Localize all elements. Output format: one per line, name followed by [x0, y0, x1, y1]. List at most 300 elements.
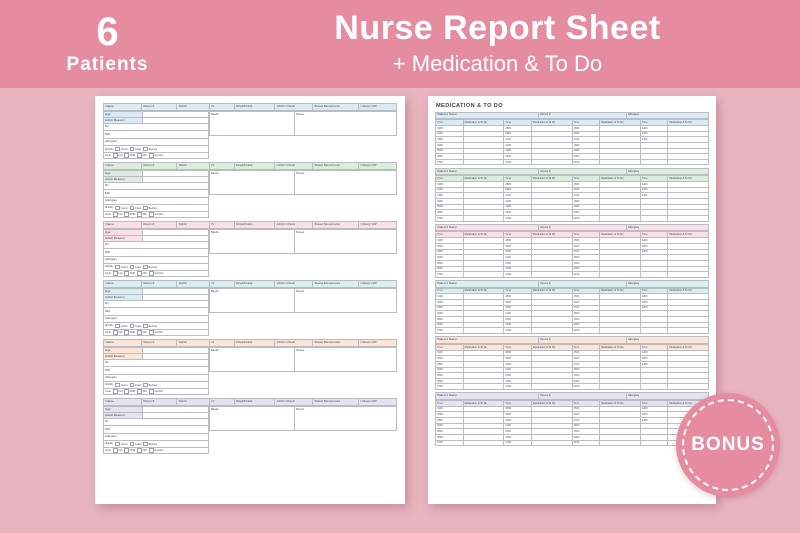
todo-cell[interactable]: [463, 384, 504, 390]
mobility-option[interactable]: Bedrest: [143, 383, 157, 388]
checkbox-icon[interactable]: [149, 212, 154, 217]
medication-patient-header: [435, 280, 709, 288]
code-option[interactable]: Full: [113, 389, 122, 394]
field-dx-label[interactable]: Dx: [104, 300, 209, 307]
medication-row: [436, 215, 709, 221]
patient-name-field[interactable]: Patient's Name: [436, 168, 539, 175]
allergies-field[interactable]: Allergies: [626, 337, 708, 344]
field-md-label[interactable]: MD: [104, 308, 209, 315]
time-cell: [640, 159, 668, 165]
notes-area[interactable]: Notes: [295, 348, 397, 372]
col-todo-header: Medication & To Do: [531, 120, 572, 126]
code-option[interactable]: DNR: [124, 212, 135, 217]
code-option[interactable]: Full: [113, 448, 122, 453]
time-cell: 0400: [436, 255, 464, 261]
checkbox-icon[interactable]: [143, 265, 148, 270]
time-cell: 1100: [504, 423, 532, 429]
todo-cell[interactable]: [531, 440, 572, 446]
col-todo-header: Medication & To Do: [600, 400, 641, 406]
col-todo-header: Medication & To Do: [668, 120, 709, 126]
time-cell: 2300: [640, 243, 668, 249]
time-cell: 1900: [572, 429, 600, 435]
checkbox-icon[interactable]: [115, 442, 120, 447]
col-time-header: Time: [572, 344, 600, 350]
time-cell: 0400: [436, 367, 464, 373]
col-time-header: Time: [572, 176, 600, 182]
checkbox-icon[interactable]: [124, 389, 129, 394]
time-cell: 2300: [640, 412, 668, 418]
time-cell: 1600: [572, 300, 600, 306]
todo-cell[interactable]: [531, 328, 572, 334]
code-option[interactable]: Comfort: [149, 212, 163, 217]
code-option[interactable]: DNR: [124, 330, 135, 335]
time-cell: 1000: [504, 137, 532, 143]
time-cell: 0800: [504, 238, 532, 244]
time-cell: 1300: [504, 434, 532, 440]
patient-block: [103, 162, 397, 218]
patient-name-field[interactable]: Patient's Name: [436, 337, 539, 344]
checkbox-icon[interactable]: [143, 442, 148, 447]
patient-name-field[interactable]: Patient's Name: [436, 112, 539, 119]
time-cell: 1700: [572, 249, 600, 255]
code-option[interactable]: DNR: [124, 448, 135, 453]
mobility-option[interactable]: Assist: [115, 265, 127, 270]
patient-meds-notes-table: [209, 111, 397, 136]
code-option[interactable]: Full: [113, 153, 122, 158]
code-option[interactable]: DNR: [124, 271, 135, 276]
notes-area[interactable]: Notes: [295, 112, 397, 136]
checkbox-icon[interactable]: [115, 147, 120, 152]
checkbox-icon[interactable]: [115, 324, 120, 329]
col-todo-header: Medication & To Do: [531, 232, 572, 238]
field-urinary-label: Urinary O/P: [359, 398, 397, 405]
field-drips-label: Drips/Fluids: [234, 162, 275, 169]
todo-cell[interactable]: [463, 440, 504, 446]
room-field[interactable]: Room #: [539, 224, 626, 231]
notes-area[interactable]: Notes: [295, 171, 397, 195]
medication-row: [436, 159, 709, 165]
allergies-field[interactable]: Allergies: [626, 112, 708, 119]
todo-cell[interactable]: [463, 328, 504, 334]
checkbox-icon[interactable]: [143, 206, 148, 211]
code-option[interactable]: DNI: [137, 153, 147, 158]
time-cell: 1000: [504, 361, 532, 367]
col-time-header: Time: [640, 344, 668, 350]
time-cell: 1500: [572, 125, 600, 131]
time-cell: 0300: [436, 193, 464, 199]
checkbox-icon[interactable]: [115, 206, 120, 211]
time-cell: 1700: [572, 137, 600, 143]
allergies-field[interactable]: Allergies: [626, 224, 708, 231]
meds-area[interactable]: Meds: [209, 348, 294, 372]
patient-count-label: Patients: [66, 54, 149, 75]
time-cell: 1200: [504, 373, 532, 379]
time-cell: 1100: [504, 367, 532, 373]
field-allergies-label[interactable]: Allergies: [104, 138, 209, 145]
todo-cell[interactable]: [531, 384, 572, 390]
checkbox-icon[interactable]: [113, 271, 118, 276]
notes-area[interactable]: Notes: [295, 407, 397, 431]
checkbox-icon[interactable]: [113, 330, 118, 335]
allergies-field[interactable]: Allergies: [626, 393, 708, 400]
checkbox-icon[interactable]: [113, 212, 118, 217]
patient-meds-notes-table: [209, 347, 397, 372]
todo-cell[interactable]: [668, 328, 709, 334]
todo-cell[interactable]: [463, 159, 504, 165]
field-md-label[interactable]: MD: [104, 190, 209, 197]
mobility-option[interactable]: Assist: [115, 324, 127, 329]
room-field[interactable]: Room #: [539, 168, 626, 175]
col-time-header: Time: [640, 288, 668, 294]
field-accu-label: ACCU Check: [275, 280, 313, 287]
checkbox-icon[interactable]: [137, 389, 142, 394]
code-option[interactable]: DNI: [137, 212, 147, 217]
time-cell: 2300: [640, 131, 668, 137]
field-spo2-label: SpO2: [177, 104, 210, 111]
col-todo-header: Medication & To Do: [600, 176, 641, 182]
checkbox-icon[interactable]: [113, 448, 118, 453]
checkbox-icon[interactable]: [137, 271, 142, 276]
time-cell: 1900: [572, 204, 600, 210]
time-cell: 2000: [572, 266, 600, 272]
checkbox-icon[interactable]: [143, 383, 148, 388]
field-iv-label: IV: [209, 221, 234, 228]
mobility-option[interactable]: Assist: [115, 442, 127, 447]
time-cell: 0300: [436, 249, 464, 255]
time-cell: 1400: [504, 215, 532, 221]
patient-meds-notes-table: [209, 288, 397, 313]
medication-row: [436, 384, 709, 390]
time-cell: 0600: [436, 434, 464, 440]
field-code[interactable]: Code Full DNR DNI Comfort: [104, 270, 209, 277]
time-cell: 1100: [504, 311, 532, 317]
code-option[interactable]: Comfort: [149, 389, 163, 394]
mobility-option[interactable]: Bedrest: [143, 442, 157, 447]
code-option[interactable]: Full: [113, 271, 122, 276]
checkbox-icon[interactable]: [137, 212, 142, 217]
field-md-label[interactable]: MD: [104, 131, 209, 138]
field-md-label[interactable]: MD: [104, 426, 209, 433]
code-option[interactable]: Full: [113, 212, 122, 217]
col-time-header: Time: [640, 232, 668, 238]
field-name-label: Name: [104, 280, 142, 287]
field-dx-label[interactable]: Dx: [104, 359, 209, 366]
checkbox-icon[interactable]: [130, 324, 135, 329]
field-mobility[interactable]: Mobility Assist Indep Bedrest: [104, 441, 209, 448]
medication-block: [435, 392, 709, 446]
field-code[interactable]: Code Full DNR DNI Comfort: [104, 152, 209, 159]
time-cell: 1800: [572, 367, 600, 373]
time-cell: 0400: [436, 142, 464, 148]
time-cell: 0200: [436, 187, 464, 193]
field-bowel-label: Bowel Movements: [313, 339, 359, 346]
todo-cell[interactable]: [600, 440, 641, 446]
time-cell: 1500: [572, 238, 600, 244]
field-code[interactable]: Code Full DNR DNI Comfort: [104, 329, 209, 336]
code-option[interactable]: Comfort: [149, 330, 163, 335]
todo-cell[interactable]: [463, 215, 504, 221]
checkbox-icon[interactable]: [113, 389, 118, 394]
col-time-header: Time: [504, 344, 532, 350]
field-spo2-label: SpO2: [177, 398, 210, 405]
checkbox-icon[interactable]: [143, 324, 148, 329]
time-cell: 0600: [436, 154, 464, 160]
checkbox-icon[interactable]: [130, 383, 135, 388]
todo-cell[interactable]: [600, 328, 641, 334]
time-cell: 1000: [504, 249, 532, 255]
field-urinary-label: Urinary O/P: [359, 221, 397, 228]
col-time-header: Time: [572, 232, 600, 238]
field-age-label: Age: [104, 230, 143, 236]
meds-area[interactable]: Meds: [209, 230, 294, 254]
field-dx-label[interactable]: Dx: [104, 124, 209, 131]
patient-meds-notes-table: [209, 406, 397, 431]
time-cell: 2100: [572, 159, 600, 165]
patient-name-field[interactable]: Patient's Name: [436, 393, 539, 400]
time-cell: 2300: [640, 300, 668, 306]
mobility-option[interactable]: Assist: [115, 383, 127, 388]
todo-cell[interactable]: [600, 215, 641, 221]
time-cell: 2200: [640, 294, 668, 300]
field-mobility[interactable]: Mobility Assist Indep Bedrest: [104, 146, 209, 153]
field-code[interactable]: Code Full DNR DNI Comfort: [104, 447, 209, 454]
field-allergies-label[interactable]: Allergies: [104, 374, 209, 381]
checkbox-icon[interactable]: [124, 153, 129, 158]
code-option[interactable]: DNI: [137, 271, 147, 276]
time-cell: 1500: [572, 182, 600, 188]
field-code[interactable]: Code Full DNR DNI Comfort: [104, 388, 209, 395]
col-todo-header: Medication & To Do: [668, 344, 709, 350]
field-bowel-label: Bowel Movements: [313, 280, 359, 287]
room-field[interactable]: Room #: [539, 112, 626, 119]
code-option[interactable]: DNI: [137, 389, 147, 394]
time-cell: 2000: [572, 210, 600, 216]
checkbox-icon[interactable]: [115, 383, 120, 388]
time-cell: 1300: [504, 154, 532, 160]
time-cell: 0100: [436, 350, 464, 356]
time-cell: 0500: [436, 204, 464, 210]
time-cell: 2000: [572, 154, 600, 160]
notes-area[interactable]: Notes: [295, 289, 397, 313]
field-name-label: Name: [104, 398, 142, 405]
mobility-option[interactable]: Indep: [130, 265, 142, 270]
allergies-field[interactable]: Allergies: [626, 280, 708, 287]
todo-cell[interactable]: [531, 272, 572, 278]
time-cell: 0700: [436, 328, 464, 334]
field-iv-label: IV: [209, 104, 234, 111]
patient-info-table: [103, 170, 209, 218]
todo-cell[interactable]: [668, 272, 709, 278]
checkbox-icon[interactable]: [130, 206, 135, 211]
time-cell: [640, 328, 668, 334]
col-todo-header: Medication & To Do: [600, 120, 641, 126]
room-field[interactable]: Room #: [539, 393, 626, 400]
code-option[interactable]: DNI: [137, 330, 147, 335]
mobility-option[interactable]: Bedrest: [143, 265, 157, 270]
code-option[interactable]: DNR: [124, 153, 135, 158]
field-md-label[interactable]: MD: [104, 249, 209, 256]
field-name-label: Name: [104, 162, 142, 169]
time-cell: 0600: [436, 210, 464, 216]
time-cell: 2400: [640, 361, 668, 367]
time-cell: 0800: [504, 406, 532, 412]
field-allergies-label[interactable]: Allergies: [104, 315, 209, 322]
checkbox-icon[interactable]: [124, 330, 129, 335]
mobility-option[interactable]: Bedrest: [143, 147, 157, 152]
patient-name-field[interactable]: Patient's Name: [436, 224, 539, 231]
time-cell: 0300: [436, 137, 464, 143]
meds-area[interactable]: Meds: [209, 112, 294, 136]
time-cell: 0300: [436, 361, 464, 367]
room-field[interactable]: Room #: [539, 337, 626, 344]
field-mobility[interactable]: Mobility Assist Indep Bedrest: [104, 323, 209, 330]
field-md-label[interactable]: MD: [104, 367, 209, 374]
col-todo-header: Medication & To Do: [668, 288, 709, 294]
allergies-field[interactable]: Allergies: [626, 168, 708, 175]
todo-cell[interactable]: [668, 384, 709, 390]
patient-header-table: [103, 280, 397, 288]
code-option[interactable]: Comfort: [149, 448, 163, 453]
todo-cell[interactable]: [668, 215, 709, 221]
mobility-option[interactable]: Indep: [130, 324, 142, 329]
mobility-option[interactable]: Assist: [115, 147, 127, 152]
medication-block: [435, 168, 709, 222]
code-option[interactable]: Comfort: [149, 153, 163, 158]
todo-cell[interactable]: [531, 159, 572, 165]
checkbox-icon[interactable]: [130, 265, 135, 270]
time-cell: [640, 272, 668, 278]
time-cell: 2200: [640, 238, 668, 244]
field-mobility[interactable]: Mobility Assist Indep Bedrest: [104, 205, 209, 212]
checkbox-icon[interactable]: [149, 389, 154, 394]
patient-info-table: [103, 229, 209, 277]
checkbox-icon[interactable]: [149, 271, 154, 276]
checkbox-icon[interactable]: [115, 265, 120, 270]
mobility-option[interactable]: Assist: [115, 206, 127, 211]
meds-area[interactable]: Meds: [209, 407, 294, 431]
checkbox-icon[interactable]: [130, 442, 135, 447]
field-mobility[interactable]: Mobility Assist Indep Bedrest: [104, 382, 209, 389]
meds-area[interactable]: Meds: [209, 289, 294, 313]
checkbox-icon[interactable]: [149, 448, 154, 453]
patient-name-field[interactable]: Patient's Name: [436, 280, 539, 287]
time-cell: 2400: [640, 305, 668, 311]
field-dx-label[interactable]: Dx: [104, 242, 209, 249]
time-cell: 0100: [436, 182, 464, 188]
field-allergies-label[interactable]: Allergies: [104, 433, 209, 440]
medication-grid: [435, 344, 709, 390]
col-todo-header: Medication & To Do: [531, 288, 572, 294]
todo-cell[interactable]: [463, 272, 504, 278]
code-option[interactable]: DNI: [137, 448, 147, 453]
time-cell: 1200: [504, 317, 532, 323]
code-option[interactable]: Full: [113, 330, 122, 335]
time-cell: 2000: [572, 322, 600, 328]
code-option[interactable]: DNR: [124, 389, 135, 394]
time-cell: 0800: [504, 294, 532, 300]
notes-area[interactable]: Notes: [295, 230, 397, 254]
time-cell: [640, 384, 668, 390]
checkbox-icon[interactable]: [137, 330, 142, 335]
field-age-label: Age: [104, 112, 143, 118]
mobility-option[interactable]: Bedrest: [143, 324, 157, 329]
field-spo2-label: SpO2: [177, 221, 210, 228]
checkbox-icon[interactable]: [137, 448, 142, 453]
time-cell: 1200: [504, 148, 532, 154]
field-accu-label: ACCU Check: [275, 162, 313, 169]
time-cell: 1600: [572, 131, 600, 137]
code-option[interactable]: Comfort: [149, 271, 163, 276]
field-room-label: Room #: [141, 339, 176, 346]
time-cell: 1800: [572, 423, 600, 429]
todo-cell[interactable]: [600, 272, 641, 278]
checkbox-icon[interactable]: [149, 153, 154, 158]
medication-grid: [435, 231, 709, 277]
patient-header-table: [103, 398, 397, 406]
mobility-option[interactable]: Indep: [130, 383, 142, 388]
time-cell: 0900: [504, 300, 532, 306]
time-cell: 2200: [640, 406, 668, 412]
field-urinary-label: Urinary O/P: [359, 280, 397, 287]
time-cell: 0800: [504, 125, 532, 131]
field-name-label: Name: [104, 339, 142, 346]
field-allergies-label[interactable]: Allergies: [104, 197, 209, 204]
time-cell: 1600: [572, 412, 600, 418]
checkbox-icon[interactable]: [124, 271, 129, 276]
time-cell: 0200: [436, 243, 464, 249]
field-accu-label: ACCU Check: [275, 104, 313, 111]
time-cell: 0200: [436, 356, 464, 362]
todo-cell[interactable]: [600, 384, 641, 390]
room-field[interactable]: Room #: [539, 280, 626, 287]
time-cell: 2400: [640, 418, 668, 424]
checkbox-icon[interactable]: [130, 147, 135, 152]
field-iv-label: IV: [209, 339, 234, 346]
field-code[interactable]: Code Full DNR DNI Comfort: [104, 211, 209, 218]
field-allergies-label[interactable]: Allergies: [104, 256, 209, 263]
time-cell: 2100: [572, 440, 600, 446]
medication-patient-header: [435, 168, 709, 176]
mobility-option[interactable]: Indep: [130, 442, 142, 447]
field-urinary-label: Urinary O/P: [359, 162, 397, 169]
checkbox-icon[interactable]: [143, 147, 148, 152]
field-dx-label[interactable]: Dx: [104, 418, 209, 425]
time-cell: 1200: [504, 260, 532, 266]
mobility-option[interactable]: Indep: [130, 206, 142, 211]
time-cell: 2100: [572, 328, 600, 334]
time-cell: 0400: [436, 423, 464, 429]
checkbox-icon[interactable]: [124, 212, 129, 217]
checkbox-icon[interactable]: [124, 448, 129, 453]
time-cell: 1700: [572, 418, 600, 424]
todo-cell[interactable]: [531, 215, 572, 221]
checkbox-icon[interactable]: [137, 153, 142, 158]
checkbox-icon[interactable]: [149, 330, 154, 335]
report-body: [95, 96, 405, 463]
field-mobility[interactable]: Mobility Assist Indep Bedrest: [104, 264, 209, 271]
mobility-option[interactable]: Indep: [130, 147, 142, 152]
todo-cell[interactable]: [668, 159, 709, 165]
time-cell: 2300: [640, 356, 668, 362]
field-dx-label[interactable]: Dx: [104, 183, 209, 190]
medication-row: [436, 440, 709, 446]
meds-area[interactable]: Meds: [209, 171, 294, 195]
checkbox-icon[interactable]: [113, 153, 118, 158]
mobility-option[interactable]: Bedrest: [143, 206, 157, 211]
time-cell: 2300: [640, 187, 668, 193]
time-cell: 1100: [504, 255, 532, 261]
todo-cell[interactable]: [600, 159, 641, 165]
